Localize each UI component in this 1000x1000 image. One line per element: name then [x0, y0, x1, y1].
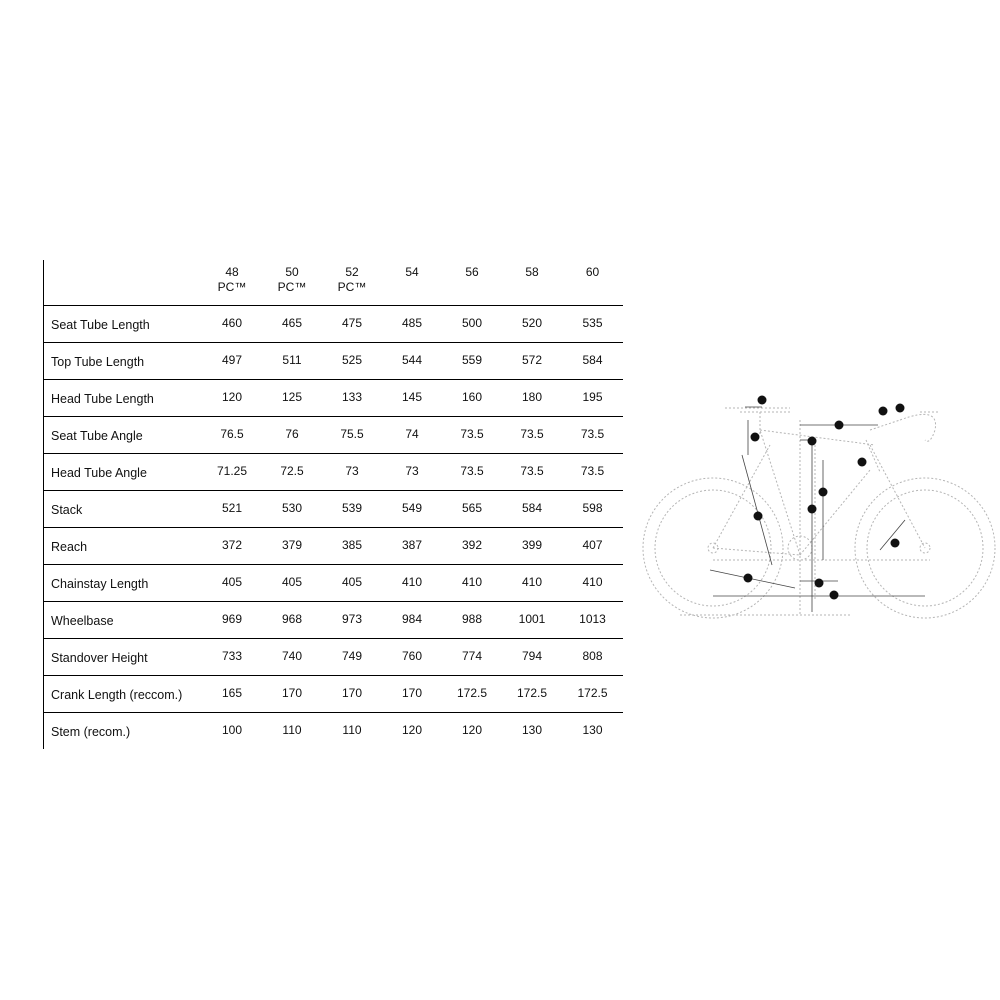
table-cell: 73.5 — [460, 463, 484, 478]
row-label: Reach — [51, 539, 88, 554]
table-cell: 372 — [221, 537, 243, 552]
table-row — [44, 675, 623, 712]
table-row — [44, 305, 623, 342]
table-row — [44, 453, 623, 490]
table-cell: 544 — [401, 352, 423, 367]
table-cell: 170 — [401, 685, 423, 700]
table-cell: 72.5 — [280, 463, 304, 478]
corner-cell — [44, 260, 202, 305]
table-cell: 969 — [221, 611, 243, 626]
table-cell: 73.5 — [580, 463, 605, 478]
table-cell: 988 — [461, 611, 483, 626]
row-label: Standover Height — [51, 650, 148, 665]
table-cell: 180 — [521, 389, 543, 404]
table-cell: 749 — [341, 648, 363, 663]
table-cell: 379 — [281, 537, 303, 552]
row-label: Head Tube Angle — [51, 465, 147, 480]
table-cell: 120 — [401, 722, 423, 737]
table-cell: 485 — [401, 315, 423, 330]
table-cell: 410 — [401, 574, 423, 589]
table-cell: 572 — [521, 352, 543, 367]
size-header-row — [44, 260, 623, 305]
table-cell: 500 — [461, 315, 483, 330]
size-suffix: PC™ — [217, 280, 247, 294]
table-cell: 75.5 — [340, 426, 364, 441]
table-cell: 125 — [281, 389, 303, 404]
table-cell: 172.5 — [577, 685, 608, 700]
size-suffix: PC™ — [337, 280, 367, 294]
size-suffix: PC™ — [277, 280, 307, 294]
row-label: Stem (recom.) — [51, 724, 131, 739]
table-cell: 170 — [341, 685, 363, 700]
table-cell: 405 — [221, 574, 243, 589]
table-row — [44, 490, 623, 527]
table-row — [44, 712, 623, 749]
table-cell: 530 — [281, 500, 303, 515]
table-row — [44, 342, 623, 379]
row-label: Seat Tube Angle — [51, 428, 143, 443]
table-cell: 808 — [582, 648, 603, 663]
size-number: 54 — [405, 265, 419, 279]
table-cell: 385 — [341, 537, 363, 552]
table-cell: 460 — [221, 315, 243, 330]
size-header-58 — [502, 260, 562, 305]
table-cell: 559 — [461, 352, 483, 367]
table-cell: 74 — [405, 426, 419, 441]
table-cell: 110 — [282, 722, 302, 737]
table-cell: 760 — [401, 648, 423, 663]
table-cell: 73 — [345, 463, 359, 478]
table-cell: 170 — [281, 685, 303, 700]
size-header-52 — [322, 260, 382, 305]
size-number: 56 — [465, 265, 479, 279]
size-header-54 — [382, 260, 442, 305]
row-label: Head Tube Length — [51, 391, 154, 406]
table-cell: 71.25 — [216, 463, 248, 478]
table-cell: 968 — [281, 611, 303, 626]
row-label: Chainstay Length — [51, 576, 149, 591]
row-label: Top Tube Length — [51, 354, 145, 369]
table-cell: 405 — [281, 574, 303, 589]
table-cell: 1001 — [518, 611, 546, 626]
table-cell: 195 — [582, 389, 603, 404]
table-row — [44, 601, 623, 638]
size-header-56 — [442, 260, 502, 305]
table-cell: 598 — [582, 500, 603, 515]
table-cell: 535 — [582, 315, 603, 330]
table-cell: 520 — [521, 315, 543, 330]
table-cell: 110 — [342, 722, 362, 737]
table-cell: 973 — [341, 611, 363, 626]
table-row — [44, 379, 623, 416]
table-cell: 774 — [461, 648, 483, 663]
table-cell: 100 — [221, 722, 243, 737]
row-label: Stack — [51, 502, 83, 517]
table-cell: 733 — [221, 648, 243, 663]
table-cell: 165 — [221, 685, 243, 700]
table-cell: 1013 — [579, 611, 606, 626]
table-cell: 511 — [282, 352, 302, 367]
table-cell: 584 — [582, 352, 603, 367]
table-cell: 549 — [401, 500, 423, 515]
table-cell: 794 — [521, 648, 543, 663]
table-cell: 160 — [461, 389, 483, 404]
table-cell: 405 — [341, 574, 363, 589]
table-cell: 539 — [341, 500, 363, 515]
table-cell: 133 — [341, 389, 363, 404]
size-header-50 — [262, 260, 322, 305]
row-label: Crank Length (reccom.) — [51, 687, 183, 702]
geometry-table — [43, 260, 623, 749]
size-number: 50 — [285, 265, 299, 279]
table-cell: 407 — [582, 537, 603, 552]
bike-geometry-diagram-icon — [640, 392, 996, 624]
row-label: Seat Tube Length — [51, 317, 150, 332]
size-number: 52 — [345, 265, 359, 279]
table-cell: 525 — [341, 352, 363, 367]
table-row — [44, 527, 623, 564]
table-cell: 410 — [582, 574, 603, 589]
table-cell: 76 — [285, 426, 299, 441]
table-cell: 73.5 — [580, 426, 605, 441]
table-cell: 475 — [341, 315, 363, 330]
table-cell: 172.5 — [516, 685, 548, 700]
table-cell: 465 — [281, 315, 303, 330]
table-row — [44, 416, 623, 453]
table-cell: 73.5 — [460, 426, 484, 441]
size-number: 58 — [525, 265, 539, 279]
table-cell: 73.5 — [520, 463, 544, 478]
table-cell: 584 — [521, 500, 543, 515]
table-row — [44, 638, 623, 675]
table-cell: 984 — [401, 611, 423, 626]
table-cell: 740 — [281, 648, 303, 663]
table-cell: 120 — [461, 722, 483, 737]
table-cell: 410 — [461, 574, 483, 589]
table-cell: 497 — [221, 352, 243, 367]
table-cell: 120 — [221, 389, 243, 404]
table-cell: 73.5 — [520, 426, 544, 441]
table-cell: 521 — [221, 500, 243, 515]
table-cell: 387 — [401, 537, 423, 552]
size-header-60 — [562, 260, 623, 305]
table-cell: 565 — [461, 500, 483, 515]
size-number: 48 — [225, 265, 239, 279]
size-number: 60 — [585, 265, 600, 279]
table-cell: 399 — [521, 537, 543, 552]
table-cell: 130 — [521, 722, 543, 737]
table-cell: 73 — [405, 463, 419, 478]
table-cell: 130 — [582, 722, 603, 737]
row-label: Wheelbase — [51, 613, 114, 628]
size-header-48 — [202, 260, 262, 305]
table-cell: 76.5 — [220, 426, 244, 441]
table-cell: 392 — [461, 537, 483, 552]
table-row — [44, 564, 623, 601]
table-cell: 410 — [521, 574, 543, 589]
table-cell: 145 — [401, 389, 423, 404]
table-cell: 172.5 — [456, 685, 488, 700]
